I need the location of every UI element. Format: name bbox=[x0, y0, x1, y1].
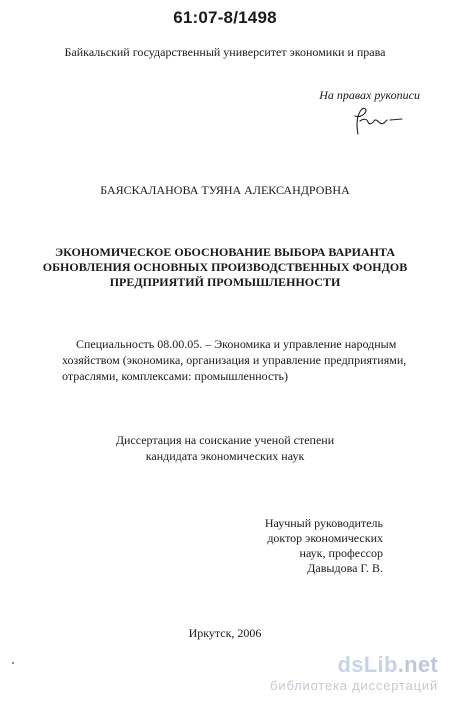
thesis-title-line: ЭКОНОМИЧЕСКОЕ ОБОСНОВАНИЕ ВЫБОРА ВАРИАНТА bbox=[54, 245, 396, 259]
thesis-title-line: ОБНОВЛЕНИЯ ОСНОВНЫХ ПРОИЗВОДСТВЕННЫХ ФОНДОВ bbox=[42, 260, 408, 274]
thesis-title bbox=[40, 245, 410, 290]
supervisor-line: Научный руководитель bbox=[264, 516, 383, 530]
supervisor-line: доктор экономических bbox=[267, 531, 383, 545]
specialty-line: хозяйством (экономика, организация и управление предприятиями, bbox=[62, 353, 407, 367]
signature bbox=[348, 104, 404, 138]
scan-speck bbox=[12, 662, 14, 664]
watermark-subtitle: библиотека диссертаций bbox=[270, 678, 438, 693]
supervisor-line: наук, профессор bbox=[299, 546, 383, 560]
supervisor-line: Давыдова Г. В. bbox=[307, 561, 383, 575]
watermark-logo-part: .net bbox=[397, 652, 438, 677]
specialty-text bbox=[62, 336, 407, 384]
watermark-logo bbox=[338, 652, 438, 678]
thesis-title-line: ПРЕДПРИЯТИЙ ПРОМЫШЛЕННОСТИ bbox=[109, 275, 341, 289]
city-year: Иркутск, 2006 bbox=[188, 626, 262, 640]
archive-code: 61:07-8/1498 bbox=[173, 8, 277, 27]
degree-line: Диссертация на соискание ученой степени bbox=[115, 433, 335, 447]
supervisor-block bbox=[0, 516, 383, 576]
specialty-line: отраслями, комплексами: промышленность) bbox=[62, 369, 288, 383]
watermark-logo-part: dsLib bbox=[337, 652, 398, 677]
degree-line: кандидата экономических наук bbox=[145, 449, 305, 463]
university-name: Байкальский государственный университет экономики и права bbox=[64, 45, 386, 59]
specialty-line: Специальность 08.00.05. – Экономика и управление народным bbox=[76, 337, 397, 351]
author-name: БАЯСКАЛАНОВА ТУЯНА АЛЕКСАНДРОВНА bbox=[100, 183, 350, 197]
degree-statement bbox=[0, 432, 450, 464]
manuscript-note: На правах рукописи bbox=[319, 88, 420, 102]
